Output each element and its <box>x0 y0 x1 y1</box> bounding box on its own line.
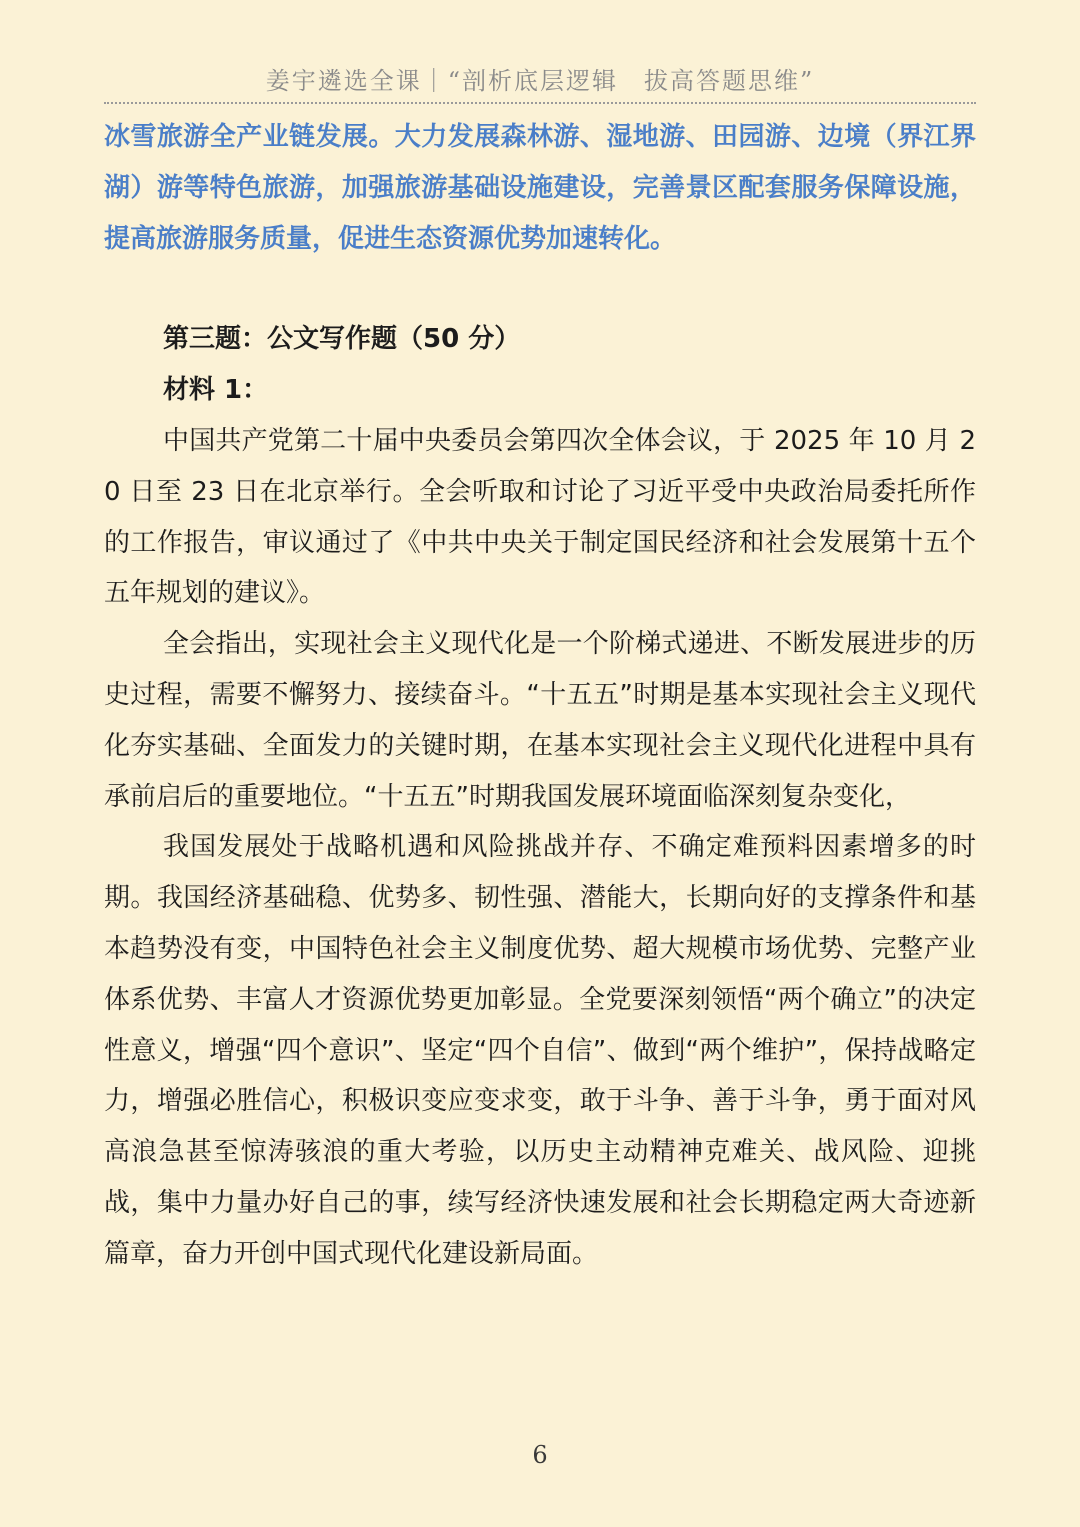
document-body <box>104 112 976 1280</box>
page-number: 6 <box>532 1441 548 1469</box>
body-paragraph-3: 我国发展处于战略机遇和风险挑战并存、不确定难预料因素增多的时期。我国经济基础稳、优势多、韧性强、潜能大，长期向好的支撑条件和基本趋势没有变，中国特色社会主义制度优势、超大规模市场优势、完整产业体系优势、丰富人才资源优势更加彰显。全党要深刻领悟“两个确立”的决定性意义，增强“四个意识”、坚定“四个自信”、做到“两个维护”，保持战略定力，增强必胜信心，积极识变应变求变，敢于斗争、善于斗争，勇于面对风高浪急甚至惊涛骇浪的重大考验，以历史主动精神克难关、战风险、迎挑战，集中力量办好自己的事，续写经济快速发展和社会长期稳定两大奇迹新篇章，奋力开创中国式现代化建设新局面。 <box>104 832 976 1269</box>
question-heading: 第三题：公文写作题（50 分） <box>163 324 521 355</box>
body-paragraph-2: 全会指出，实现社会主义现代化是一个阶梯式递进、不断发展进步的历史过程，需要不懈努力、接续奋斗。“十五五”时期是基本实现社会主义现代化夯实基础、全面发力的关键时期，在基本实现社会主义现代化进程中具有承前启后的重要地位。“十五五”时期我国发展环境面临深刻复杂变化， <box>104 629 976 812</box>
body-paragraph-1: 中国共产党第二十届中央委员会第四次全体会议，于 2025 年 10 月 20 日至 23 日在北京举行。全会听取和讨论了习近平受中央政治局委托所作的工作报告，审议通过了《中共中央关于制定国民经济和社会发展第十五个五年规划的建议》。 <box>104 425 976 609</box>
material-label: 材料 1： <box>163 375 269 406</box>
running-header: 姜宇遴选全课｜“剖析底层逻辑 拔高答题思维” <box>265 67 815 95</box>
highlighted-paragraph: 冰雪旅游全产业链发展。大力发展森林游、湿地游、田园游、边境（界江界湖）游等特色旅游，加强旅游基础设施建设，完善景区配套服务保障设施，提高旅游服务质量，促进生态资源优势加速转化。 <box>104 122 976 254</box>
header-divider <box>104 102 976 104</box>
spacer <box>104 264 976 314</box>
